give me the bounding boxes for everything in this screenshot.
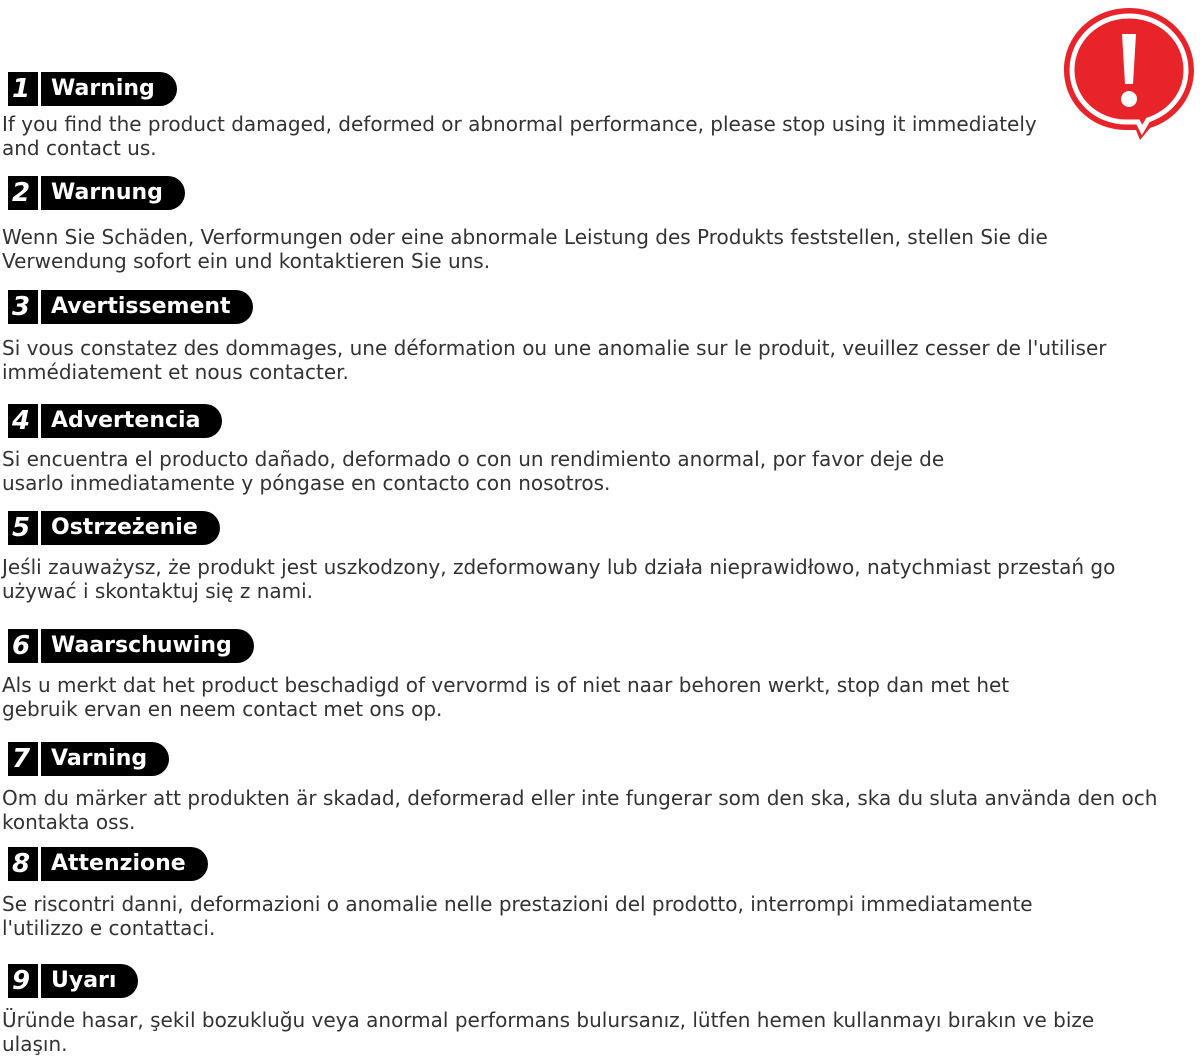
warning-section-1: [2, 72, 1182, 160]
section-badge: [8, 742, 169, 776]
section-text: Si vous constatez des dommages, une déformation ou une anomalie sur le produit, veuillez cesser de l'utiliser immédiatement et nous contacter.: [2, 336, 1107, 384]
section-text: Üründe hasar, şekil bozukluğu veya anormal performans bulursanız, lütfen hemen kullanmayı bırakın ve bize ulaşın.: [2, 1008, 1095, 1056]
section-badge: [8, 404, 222, 438]
badge-divider: [38, 176, 41, 210]
section-number: 2: [11, 178, 31, 208]
badge-divider: [38, 742, 41, 776]
badge-divider: [38, 629, 41, 663]
section-badge: [8, 511, 220, 545]
section-badge: [8, 964, 138, 998]
section-title: Warning: [51, 76, 155, 101]
section-text: If you find the product damaged, deformed or abnormal performance, please stop using it immediately and contact us.: [2, 112, 1037, 160]
badge-divider: [38, 964, 41, 998]
warning-section-8: [2, 847, 1182, 940]
section-title: Attenzione: [51, 851, 186, 876]
section-number: 6: [11, 631, 31, 661]
section-title: Waarschuwing: [51, 633, 232, 658]
section-text: Als u merkt dat het product beschadigd of vervormd is of niet naar behoren werkt, stop dan met het gebruik ervan en neem contact met ons op.: [2, 673, 1010, 721]
section-number: 8: [11, 849, 31, 879]
warning-section-6: [2, 629, 1182, 721]
section-title: Uyarı: [51, 968, 117, 993]
warning-section-4: [2, 404, 1182, 495]
section-text: Se riscontri danni, deformazioni o anomalie nelle prestazioni del prodotto, interrompi immediatamente l'utilizzo e contattaci.: [2, 892, 1033, 940]
warning-section-9: [2, 964, 1182, 1056]
badge-divider: [38, 511, 41, 545]
section-title: Warnung: [51, 180, 163, 205]
section-number: 1: [11, 74, 31, 104]
section-badge: [8, 629, 254, 663]
badge-divider: [38, 404, 41, 438]
warning-section-7: [2, 742, 1182, 834]
section-badge: [8, 847, 208, 881]
badge-divider: [38, 72, 41, 106]
warning-section-2: [2, 176, 1182, 273]
section-text: Wenn Sie Schäden, Verformungen oder eine abnormale Leistung des Produkts feststellen, stellen Sie die Verwendung sofort ein und kontaktieren Sie uns.: [2, 225, 1048, 273]
section-number: 3: [11, 292, 31, 322]
section-number: 7: [11, 744, 31, 774]
section-badge: [8, 290, 253, 324]
section-title: Ostrzeżenie: [51, 515, 198, 540]
section-number: 4: [11, 406, 31, 436]
badge-divider: [38, 290, 41, 324]
section-title: Advertencia: [51, 408, 201, 433]
section-text: Jeśli zauważysz, że produkt jest uszkodzony, zdeformowany lub działa nieprawidłowo, natychmiast przestań go używać i skontaktuj się z nami.: [2, 555, 1116, 603]
section-title: Avertissement: [51, 294, 231, 319]
section-text: Om du märker att produkten är skadad, deformerad eller inte fungerar som den ska, ska du sluta använda den och kontakta oss.: [2, 786, 1158, 834]
warning-section-3: [2, 290, 1182, 384]
section-number: 9: [11, 966, 31, 996]
section-badge: [8, 72, 177, 106]
section-badge: [8, 176, 185, 210]
section-text: Si encuentra el producto dañado, deformado o con un rendimiento anormal, por favor deje de usarlo inmediatamente y póngase en contacto con nosotros.: [2, 447, 945, 495]
badge-divider: [38, 847, 41, 881]
warning-section-5: [2, 511, 1182, 603]
section-number: 5: [11, 513, 31, 543]
section-title: Varning: [51, 746, 148, 771]
